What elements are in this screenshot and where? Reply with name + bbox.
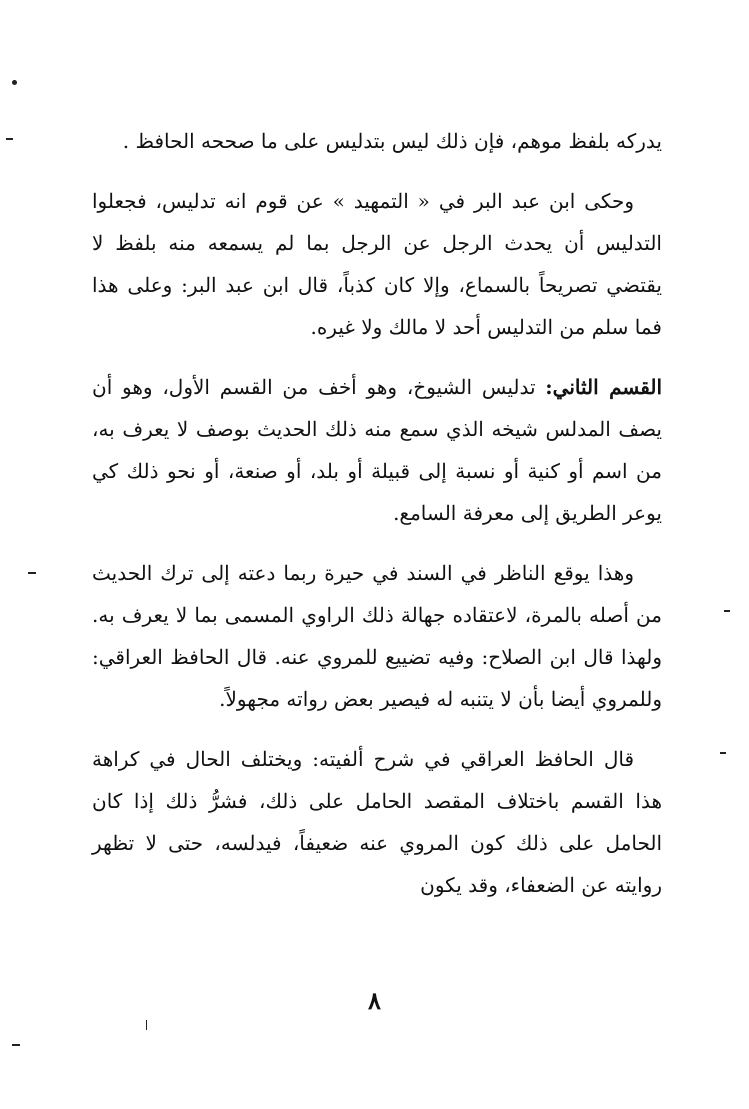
margin-tick xyxy=(720,752,726,754)
paragraph-1: يدركه بلفظ موهم، فإن ذلك ليس بتدليس على ما صححه الحافظ . xyxy=(122,129,662,153)
margin-tick xyxy=(146,1020,147,1030)
margin-tick xyxy=(12,1044,20,1046)
margin-tick xyxy=(6,138,13,140)
paragraph-3 xyxy=(92,366,662,534)
paragraph-3-text: تدليس الشيوخ، وهو أخف من القسم الأول، وهو أن يصف المدلس شيخه الذي سمع منه ذلك الحديث بوصف لا يعرف به، من اسم أو كنية أو نسبة إلى قبيلة أو بلد، أو صنعة، أو نحو ذلك كي يوعر الطريق إلى معرفة السامع. xyxy=(92,375,662,525)
paragraph-2: وحكى ابن عبد البر في « التمهيد » عن قوم انه تدليس، فجعلوا التدليس أن يحدث الرجل عن الرجل بما لم يسمعه منه بلفظ لا يقتضي تصريحاً بالسماع، وإلا كان كذباً، قال ابن عبد البر: وعلى هذا فما سلم من التدليس أحد لا مالك ولا غيره. xyxy=(92,189,662,339)
paragraph-5: قال الحافظ العراقي في شرح ألفيته: ويختلف الحال في كراهة هذا القسم باختلاف المقصد الحامل على ذلك، فشرُّ ذلك إذا كان الحامل على ذلك كون المروي عنه ضعيفاً، فيدلسه، حتى لا تظهر روايته عن الضعفاء، وقد يكون xyxy=(92,747,662,897)
margin-dot xyxy=(12,80,17,85)
page-number: ٨ xyxy=(368,986,381,1015)
body-text xyxy=(92,120,662,924)
margin-tick xyxy=(28,572,36,574)
paragraph-4: وهذا يوقع الناظر في السند في حيرة ربما دعته إلى ترك الحديث من أصله بالمرة، لاعتقاده جهالة ذلك الراوي المسمى بما لا يعرف به. ولهذا قال ابن الصلاح: وفيه تضييع للمروي عنه. قال الحافظ العراقي: وللمروي أيضا بأن لا يتنبه له فيصير بعض رواته مجهولاً. xyxy=(92,561,662,711)
margin-tick xyxy=(724,610,730,612)
section-heading: القسم الثاني: xyxy=(545,375,662,399)
